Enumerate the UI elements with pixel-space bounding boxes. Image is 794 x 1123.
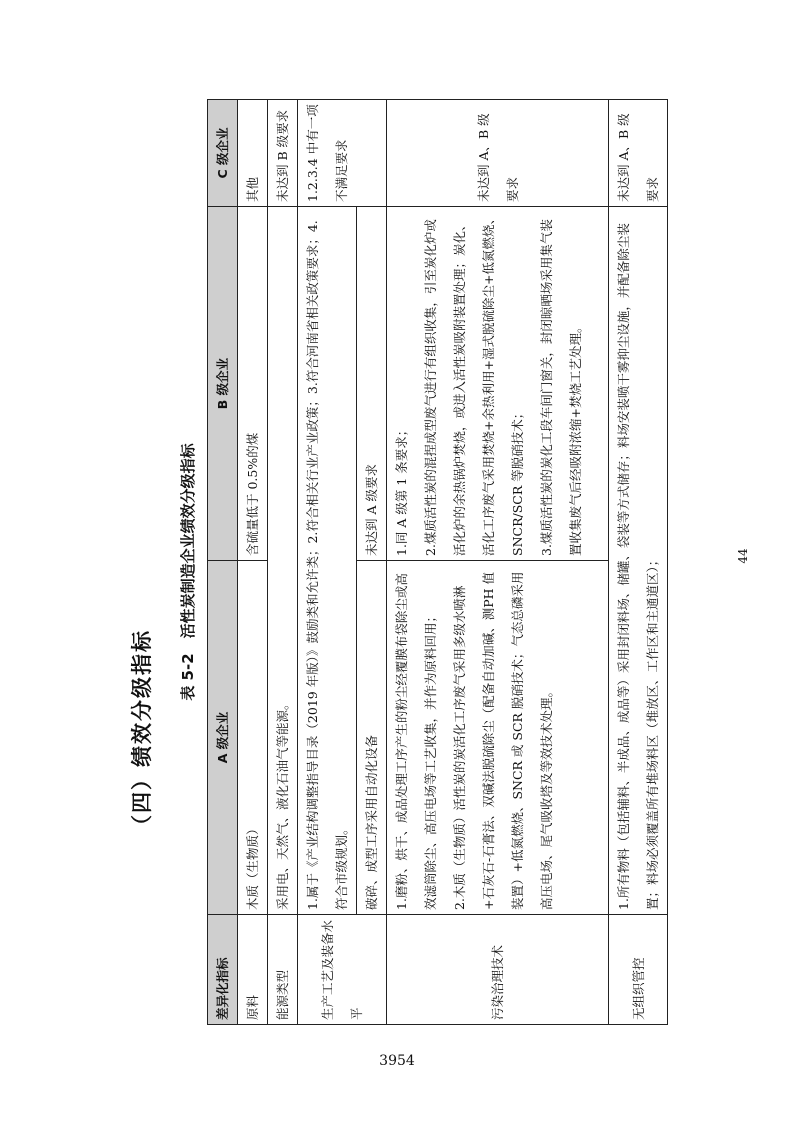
table-row <box>609 100 668 1025</box>
pollution-b-item: 1.同 A 级第 1 条要求； <box>394 423 409 556</box>
raw-material-b: 含硫量低于 0.5%的煤 <box>238 207 268 561</box>
section-heading: （四）绩效分级指标 <box>130 629 154 836</box>
process-c: 1.2.3.4 中有一项不满足要求 <box>298 100 387 207</box>
process-ab-policy: 1.属于《产业结构调整指导目录（2019 年版）》鼓励类和允许类；2.符合相关行业产业政策；3.符合河南省相关政策要求；4.符合市级规划。 <box>298 207 357 915</box>
indicator-raw-material: 原料 <box>238 915 268 1025</box>
indicator-energy: 能源类型 <box>268 915 298 1025</box>
table-row <box>238 100 268 1025</box>
indicator-process: 生产工艺及装备水平 <box>298 915 387 1025</box>
energy-ab: 采用电、天然气、液化石油气等能源。 <box>268 207 298 915</box>
table-row <box>298 100 357 1025</box>
performance-grading-table <box>207 100 660 1025</box>
pollution-b-item: 3.煤质活性炭的炭化工段车间门窗关，封闭晾晒场采用集气装置收集废气后经吸附浓缩+焚烧工艺处理。 <box>539 219 583 556</box>
pollution-c: 未达到 A、B 级要求 <box>387 100 609 207</box>
table-row <box>387 100 609 1025</box>
pollution-b <box>387 207 609 561</box>
table-row <box>268 100 298 1025</box>
indicator-fugitive: 无组织管控 <box>609 915 668 1025</box>
fugitive-c: 未达到 A、B 级要求 <box>609 100 668 207</box>
inner-page-number: 44 <box>736 548 750 564</box>
process-b-automation: 未达到 A 级要求 <box>357 207 387 561</box>
page-number: 3954 <box>379 1053 415 1069</box>
pollution-b-item: 2.煤质活性炭的混捏成型废气进行有组织收集，引至炭化炉或活化炉的余热锅炉焚烧，或进入活性炭吸附装置处理；炭化、活化工序废气采用焚烧+余热利用+湿式脱硫除尘+低氮燃烧、SNCR/SCR 等脱硝技术； <box>423 212 525 556</box>
table-row <box>357 100 387 1025</box>
pollution-a <box>387 561 609 915</box>
header-b-level: B 级企业 <box>208 207 238 561</box>
pollution-a-item: 1.磨粉、烘干、成品处理工序产生的粉尘经覆膜布袋除尘或高效滤筒除尘、高压电场等工艺收集，并作为原料回用； <box>394 573 438 910</box>
header-c-level: C 级企业 <box>208 100 238 207</box>
header-indicator: 差异化指标 <box>208 915 238 1025</box>
process-a-automation: 破碎、成型工序采用自动化设备 <box>357 561 387 915</box>
indicator-pollution: 污染治理技术 <box>387 915 609 1025</box>
header-a-level: A 级企业 <box>208 561 238 915</box>
fugitive-ab: 1.所有物料（包括辅料、半成品、成品等）采用封闭料场、储罐、袋装等方式储存；料场安装喷干雾抑尘设施，并配备除尘装置；料场必须覆盖所有堆场料区（堆放区、工作区和主通道区）； <box>609 207 668 915</box>
table-caption: 表 5-2 活性炭制造企业绩效分级指标 <box>179 443 197 701</box>
energy-c: 未达到 B 级要求 <box>268 100 298 207</box>
pollution-a-item: 2.木质（生物质）活性炭的炭活化工序废气采用多级水喷淋+石灰石-石膏法、双碱法脱硫除尘（配备自动加碱、测PH 值装置）+低氮燃烧、SNCR 或 SCR 脱硝技术；气态总磷采用高压电场、尾气吸收塔及等效技术处理。 <box>452 571 554 910</box>
raw-material-a: 木质（生物质） <box>238 561 268 915</box>
raw-material-c: 其他 <box>238 100 268 207</box>
